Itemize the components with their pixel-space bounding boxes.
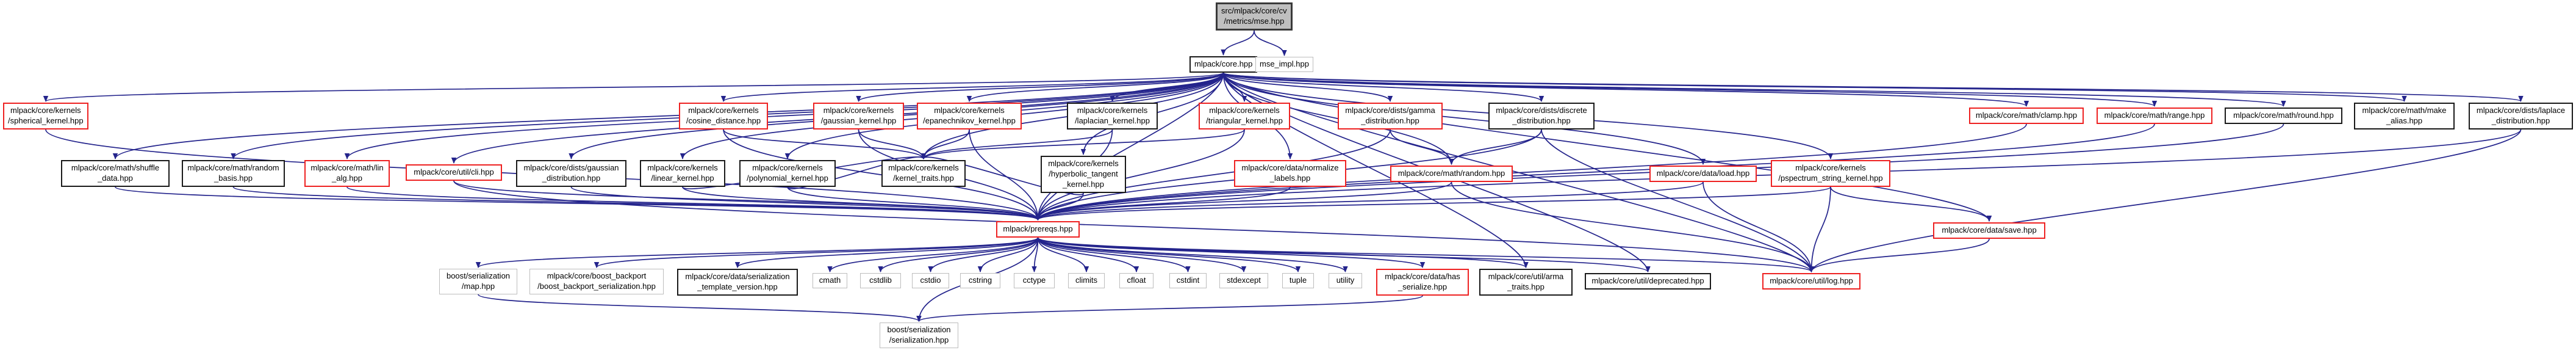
node-label: mlpack/core/math/lin (310, 163, 384, 172)
node-arma_traits[interactable] (1479, 269, 1573, 296)
node-label: /gaussian_kernel.hpp (820, 115, 897, 125)
node-save[interactable] (1933, 222, 2045, 239)
node-label: stdexcept (1227, 275, 1261, 285)
node-label: mlpack/core/math/clamp.hpp (1975, 111, 2078, 120)
node-cmath (813, 273, 847, 288)
node-label: cstdint (1176, 275, 1200, 285)
include-edge (1224, 31, 1255, 55)
node-label: mlpack/core/kernels (1795, 163, 1866, 172)
node-label: _distribution.hpp (1361, 115, 1419, 125)
include-edge (1224, 73, 2521, 101)
node-laplacian[interactable] (1067, 103, 1158, 129)
node-polynomial[interactable] (739, 160, 836, 187)
node-tuple (1282, 273, 1314, 288)
node-label: mlpack/core/kernels (1209, 106, 1280, 115)
node-cfloat (1119, 273, 1153, 288)
node-label: mlpack/core/kernels (823, 106, 894, 115)
node-label: mlpack/core/kernels (688, 106, 759, 115)
node-gaussian_k[interactable] (813, 103, 904, 129)
include-edge (597, 238, 1038, 268)
node-label: utility (1336, 275, 1355, 285)
node-cctype (1014, 273, 1055, 288)
node-label: _distribution.hpp (1512, 115, 1571, 125)
node-label: mlpack/core/kernels (888, 163, 959, 172)
include-edge (859, 129, 924, 159)
node-label: /spherical_kernel.hpp (8, 115, 84, 125)
node-label: mlpack/core/kernels (10, 106, 81, 115)
node-label: cstdlib (869, 275, 892, 285)
node-label: boost/serialization (446, 271, 511, 280)
node-lin_alg[interactable] (304, 160, 390, 187)
node-epanechnikov[interactable] (917, 103, 1022, 129)
node-label: /hyperbolic_tangent (1049, 169, 1118, 178)
node-label: mlpack/core/kernels (647, 163, 718, 172)
node-label: mlpack/core/data/load.hpp (1656, 169, 1750, 178)
node-random[interactable] (1390, 166, 1513, 182)
node-map (439, 269, 517, 294)
node-cstdint (1169, 273, 1207, 288)
node-label: mlpack/core/util/log.hpp (1770, 276, 1853, 285)
include-edge (478, 294, 919, 321)
node-load[interactable] (1649, 166, 1757, 182)
include-edge (1038, 238, 1299, 272)
node-label: mlpack/core/dists/discrete (1496, 106, 1587, 115)
node-range[interactable] (2097, 108, 2212, 124)
node-has_serialize[interactable] (1376, 269, 1469, 296)
node-label: cctype (1022, 275, 1046, 285)
include-edge (1812, 187, 1831, 272)
node-gamma[interactable] (1338, 103, 1443, 129)
node-label: cfloat (1127, 275, 1146, 285)
node-label: /serialization.hpp (889, 335, 949, 345)
node-label: /pspectrum_string_kernel.hpp (1778, 173, 1883, 183)
node-normalize[interactable] (1234, 160, 1346, 187)
node-utility (1329, 273, 1362, 288)
include-edge (1831, 187, 1989, 221)
node-label: mlpack/core/data/serialization (685, 272, 790, 281)
node-label: _data.hpp (98, 173, 133, 183)
node-mse (1216, 2, 1293, 31)
node-label: mlpack/core/dists/gamma (1345, 106, 1435, 115)
node-label: mlpack/core/math/make (2362, 106, 2447, 115)
node-make_alias[interactable] (2354, 103, 2455, 129)
node-label: mlpack/core/data/save.hpp (1942, 225, 2037, 235)
include-edge (1224, 73, 2405, 101)
node-label: mlpack/core/math/range.hpp (2104, 111, 2205, 120)
include-edge (1812, 239, 1990, 272)
include-edge (1038, 238, 1244, 272)
include-edge (115, 187, 1038, 220)
node-climits (1068, 273, 1105, 288)
include-edge (115, 73, 1224, 159)
node-label: /epanechnikov_kernel.hpp (923, 115, 1016, 125)
node-mse_impl (1255, 57, 1313, 72)
node-log[interactable] (1762, 273, 1860, 290)
node-label: mlpack/prereqs.hpp (1003, 224, 1073, 233)
include-edge (1038, 179, 1704, 220)
node-label: /polynomial_kernel.hpp (747, 173, 828, 183)
node-label: mlpack/core/kernels (752, 163, 823, 172)
node-backport (529, 269, 664, 294)
node-label: mlpack/core/util/arma (1488, 272, 1564, 281)
node-kernel_traits[interactable] (881, 160, 966, 187)
node-discrete[interactable] (1488, 103, 1595, 129)
node-label: _distribution.hpp (542, 173, 601, 183)
node-pspectrum[interactable] (1771, 160, 1890, 187)
node-label: mlpack/core/math/random.hpp (1397, 169, 1505, 178)
node-label: /metrics/mse.hpp (1224, 16, 1285, 26)
node-label: mlpack/core/kernels (1048, 159, 1119, 168)
node-label: _alg.hpp (332, 173, 362, 183)
node-cosine[interactable] (679, 103, 768, 129)
include-edge (919, 296, 1423, 321)
node-core[interactable] (1189, 56, 1257, 73)
node-stdexcept (1219, 273, 1268, 288)
node-laplace[interactable] (2469, 103, 2573, 129)
include-edge (1254, 31, 1285, 56)
node-random_basis[interactable] (182, 160, 285, 187)
node-shuffle[interactable] (61, 160, 170, 187)
node-label: mlpack/core/math/round.hpp (2233, 111, 2334, 120)
include-edge (1038, 238, 1812, 272)
node-template_version[interactable] (677, 269, 798, 296)
node-cli[interactable] (406, 164, 502, 181)
node-label: /kernel_traits.hpp (893, 173, 954, 183)
node-label: /laplacian_kernel.hpp (1075, 115, 1150, 125)
node-triangular[interactable] (1199, 103, 1290, 129)
include-edge (1452, 129, 1542, 164)
node-label: mlpack/core/dists/laplace (2476, 106, 2566, 115)
node-label: _distribution.hpp (2491, 115, 2550, 125)
include-edge (454, 181, 1812, 272)
node-label: mlpack/core/kernels (934, 106, 1005, 115)
node-serialization (880, 323, 958, 348)
node-label: _alias.hpp (2386, 115, 2423, 125)
node-cstdio (912, 273, 949, 288)
node-label: _labels.hpp (1269, 173, 1311, 183)
node-label: mlpack/core.hpp (1194, 59, 1253, 68)
include-edge (737, 238, 1038, 268)
node-linear[interactable] (640, 160, 725, 187)
node-spherical[interactable] (3, 103, 88, 129)
node-label: cstring (968, 275, 992, 285)
node-label: mlpack/core/boost_backport (547, 271, 647, 280)
node-label: /boost_backport_serialization.hpp (537, 281, 656, 291)
include-edge (478, 238, 1038, 268)
node-label: /map.hpp (461, 281, 495, 291)
node-round[interactable] (2225, 108, 2342, 124)
node-label: cmath (819, 275, 841, 285)
node-label: mlpack/core/math/shuffle (71, 163, 160, 172)
node-label: _serialize.hpp (1397, 282, 1448, 291)
node-label: /triangular_kernel.hpp (1206, 115, 1283, 125)
include-edge (924, 129, 1244, 159)
node-label: mlpack/core/kernels (1077, 106, 1148, 115)
node-label: boost/serialization (887, 325, 951, 334)
node-gaussian_dist[interactable] (516, 160, 626, 187)
node-cstring (960, 273, 1000, 288)
node-label: climits (1075, 275, 1098, 285)
node-label: _traits.hpp (1507, 282, 1545, 291)
node-label: mlpack/core/math/random (187, 163, 279, 172)
node-label: mlpack/core/util/deprecated.hpp (1591, 276, 1704, 285)
node-label: mlpack/core/data/normalize (1241, 163, 1339, 172)
node-label: _basis.hpp (214, 173, 253, 183)
node-label: mlpack/core/data/has (1385, 272, 1460, 281)
include-edge (1812, 129, 2521, 272)
node-label: /cosine_distance.hpp (686, 115, 761, 125)
node-label: src/mlpack/core/cv (1221, 6, 1287, 15)
include-edge (980, 238, 1038, 272)
node-hyperbolic[interactable] (1041, 156, 1126, 193)
node-deprecated[interactable] (1585, 273, 1711, 290)
node-prereqs[interactable] (996, 221, 1080, 238)
node-label: _kernel.hpp (1063, 179, 1104, 189)
node-label: /linear_kernel.hpp (651, 173, 714, 183)
node-label: _template_version.hpp (697, 282, 778, 291)
node-label: tuple (1289, 275, 1307, 285)
node-label: mse_impl.hpp (1260, 59, 1309, 68)
node-clamp[interactable] (1969, 108, 2084, 124)
include-edge (1038, 238, 1648, 272)
node-cstdlib (860, 273, 901, 288)
node-label: mlpack/core/util/cli.hpp (414, 167, 494, 177)
node-label: mlpack/core/dists/gaussian (523, 163, 619, 172)
node-label: cstdio (920, 275, 941, 285)
